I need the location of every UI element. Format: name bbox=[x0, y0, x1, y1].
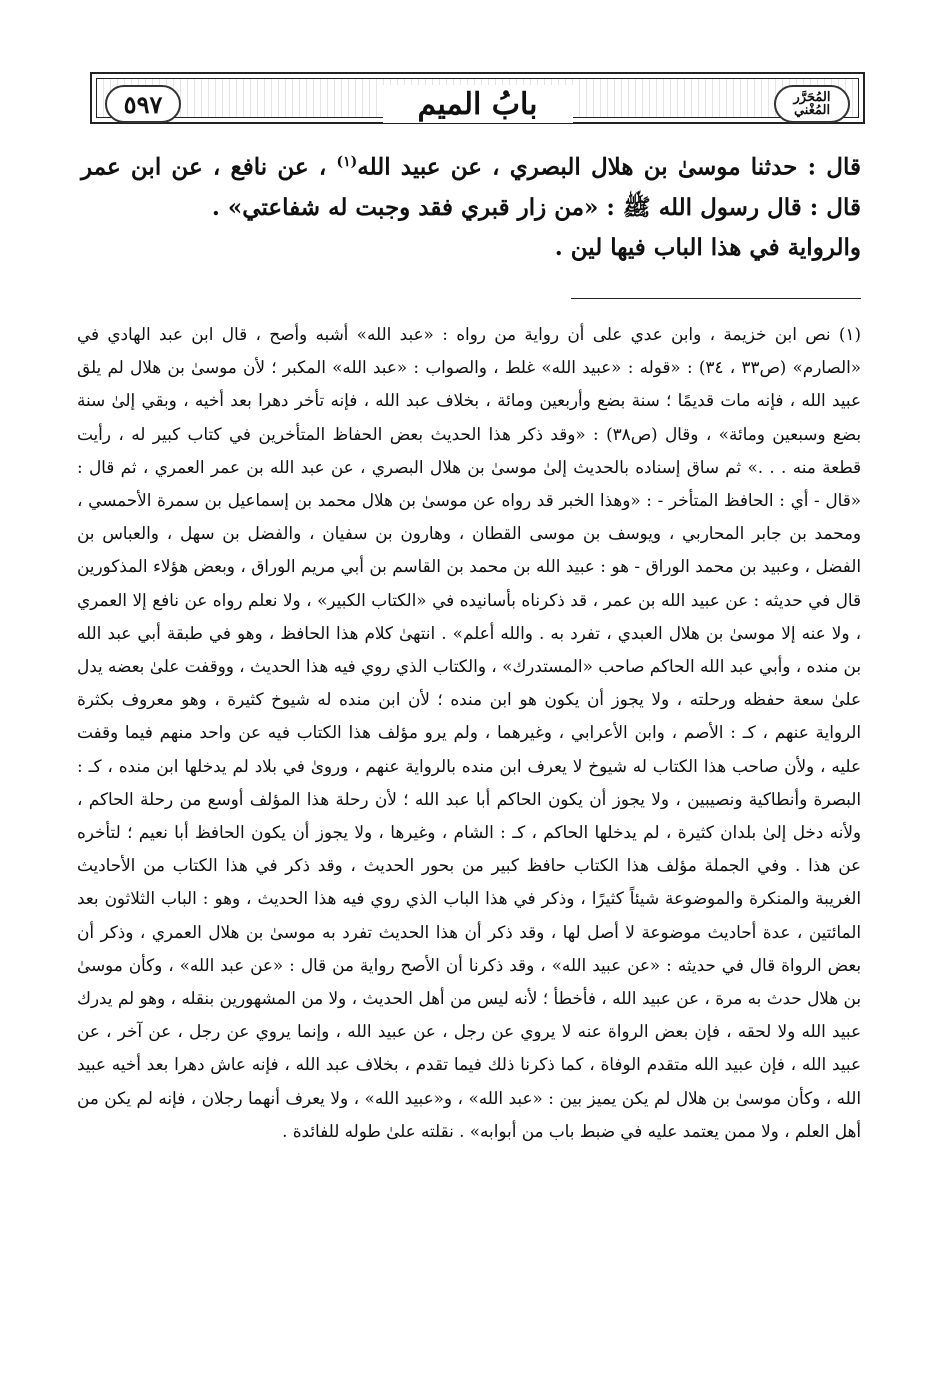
footnote-reference: (١) bbox=[336, 154, 358, 170]
book-title-badge bbox=[774, 85, 850, 123]
hadith-text-before-ref: قال : حدثنا موسىٰ بن هلال البصري ، عن عبيد الله bbox=[357, 153, 861, 181]
hadith-paragraph bbox=[81, 142, 861, 228]
book-title-text bbox=[794, 91, 831, 117]
chapter-title: بابُ الميم bbox=[383, 85, 573, 123]
book-title-line1: المُحَرَّر bbox=[793, 90, 831, 105]
header-ornament-band bbox=[96, 78, 859, 122]
page-number: ٥٩٧ bbox=[105, 85, 181, 123]
page-header bbox=[90, 72, 865, 124]
hadith-text-after-ref: ، عن نافع ، عن ابن عمر قال : قال رسول الله ﷺ : «من زار قبري فقد وجبت له شفاعتي» . bbox=[81, 153, 861, 221]
main-text bbox=[81, 142, 861, 268]
book-title-line2: المُغْني bbox=[793, 103, 831, 118]
footnote: (١) نص ابن خزيمة ، وابن عدي على أن رواية من رواه : «عبد الله» أشبه وأصح ، قال ابن عبد الهادي في «الصارم» (ص٣٣ ، ٣٤) : «قوله : «عبيد الله» غلط ، والصواب : «عبد الله» المكبر ؛ لأن موسىٰ بن هلال لم يلق عبيد الله ، فإنه مات قديمًا ؛ سنة بضع وأربعين ومائة ، بخلاف عبد الله ، فإنه تأخر دهرا بعد أخيه ، وبقي إلىٰ سنة بضع وسبعين ومائة» ، وقال (ص٣٨) : «وقد ذكر هذا الحديث بعض الحفاظ المتأخرين في كتاب كبير له ، رأيت قطعة منه . . .» ثم ساق إسناده بالحديث إلىٰ موسىٰ بن هلال البصري ، عن عبد الله بن عمر العمري ، ثم قال : «قال - أي : الحافظ المتأخر - : «وهذا الخبر قد رواه عن موسىٰ بن هلال محمد بن إسماعيل بن سمرة الأحمسي ، ومحمد بن جابر المحاربي ، ويوسف بن موسى القطان ، وهارون بن سفيان ، والفضل بن سهل ، والعباس بن الفضل ، وعبيد بن محمد الوراق - هو : عبيد الله بن محمد بن القاسم بن أبي مريم الوراق ، وبعض هؤلاء المذكورين قال في حديثه : عن عبيد الله بن عمر ، قد ذكرناه بأسانيده في «الكتاب الكبير» ، ولا نعلم رواه عن نافع إلا العمري ، ولا عنه إلا موسىٰ بن هلال العبدي ، تفرد به . والله أعلم» . انتهىٰ كلام هذا الحافظ ، وهو في طبقة أبي عبد الله بن منده ، وأبي عبد الله الحاكم صاحب «المستدرك» ، والكتاب الذي روي فيه هذا الحديث ، ووقفت علىٰ بعضه يدل علىٰ سعة حفظه ورحلته ، ولا يجوز أن يكون هو ابن منده ؛ لأن ابن منده له شيوخ كثيرة ، وهو معروف بكثرة الرواية عنهم ، كـ : الأصم ، وابن الأعرابي ، وغيرهما ، ولم يرو مؤلف هذا الكتاب فيه عن واحد منهم فيما وقفت عليه ، ولأن صاحب هذا الكتاب له شيوخ لا يعرف ابن منده بالرواية عنهم ، وروىٰ في بلاد لم يدخلها ابن منده ، كـ : البصرة وأنطاكية ونصيبين ، ولا يجوز أن يكون الحاكم أبا عبد الله ؛ لأن رحلة هذا المؤلف أوسع من رحلة الحاكم ، ولأنه دخل إلىٰ بلدان كثيرة ، لم يدخلها الحاكم ، كـ : الشام ، وغيرها ، ولا يجوز أن يكون الحافظ أبا نعيم ؛ لتأخره عن هذا . وفي الجملة مؤلف هذا الكتاب حافظ كبير من بحور الحديث ، وقد ذكر في هذا الكتاب من الأحاديث الغريبة والمنكرة والموضوعة شيئاً كثيرًا ، وذكر في هذا الباب الذي روي فيه هذا الحديث ، وهو : الباب الثلاثون بعد المائتين ، عدة أحاديث موضوعة لا أصل لها ، وقد ذكر أن هذا الحديث تفرد به موسىٰ بن هلال العمري ، وذكر أن بعض الرواة قال في حديثه : «عن عبيد الله» ، وقد ذكرنا أن الأصح رواية من قال : «عن عبد الله» ، وكأن موسىٰ بن هلال حدث به مرة ، عن عبيد الله ، فأخطأ ؛ لأنه ليس من أهل الحديث ، ولا من المشهورين بنقله ، وهو لم يدرك عبيد الله ولا لحقه ، فإن بعض الرواة عنه لا يروي عن رجل ، عن عبيد الله ، وإنما يروي عن رجل ، عن آخر ، عن عبيد الله ، فإن عبيد الله متقدم الوفاة ، كما ذكرنا ذلك فيما تقدم ، بخلاف عبد الله ، فإنه عاش دهرا بعد أخيه عبيد الله ، وكأن موسىٰ بن هلال لم يكن يميز بين : «عبد الله» ، و«عبيد الله» ، ولا يعرف أنهما رجلان ، فإنه لم يكن من أهل العلم ، ولا ممن يعتمد عليه في ضبط باب من أبوابه» . نقلته علىٰ طوله للفائدة . bbox=[77, 324, 862, 1141]
narration-remark: والرواية في هذا الباب فيها لين . bbox=[554, 233, 861, 261]
footnote-divider bbox=[571, 298, 861, 299]
